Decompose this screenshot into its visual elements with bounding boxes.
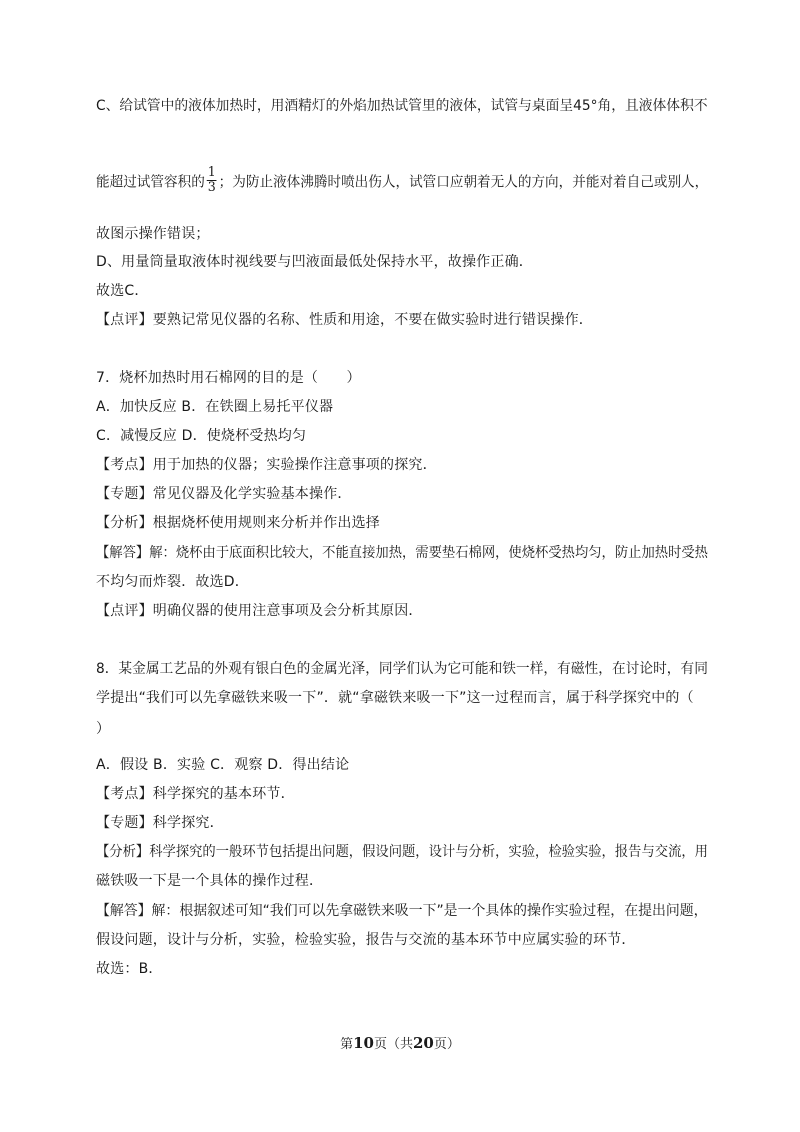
fraction-denominator: 3 <box>207 180 216 195</box>
q8-fenxi-line2: 磁铁吸一下是一个具体的操作过程． <box>96 873 324 889</box>
q7-options-cd: C．减慢反应 D．使烧杯受热均匀 <box>96 428 307 444</box>
footer-prefix: 第 <box>340 1037 354 1052</box>
q8-zhuanti: 【专题】科学探究． <box>96 815 224 831</box>
q7-jieda-line1: 【解答】解：烧杯由于底面积比较大，不能直接加热，需要垫石棉网，使烧杯受热均匀，防止加热时受热 <box>96 545 708 561</box>
q6-option-c-line3: 故图示操作错误； <box>96 226 210 242</box>
footer-mid: 页（共 <box>373 1037 413 1052</box>
q8-jieda-line2: 假设问题，设计与分析，实验，检验实验，报告与交流的基本环节中应属实验的环节． <box>96 932 636 948</box>
page-footer <box>0 1033 800 1055</box>
q6-option-c-line2-text-a: 能超过试管容积的 <box>96 174 205 191</box>
q8-stem-line2: 学提出“我们可以先拿磁铁来吸一下”．就“拿磁铁来吸一下”这一过程而言，属于科学探究中的（ <box>96 690 694 706</box>
q8-jieda-line1: 【解答】解：根据叙述可知“我们可以先拿磁铁来吸一下”是一个具体的操作实验过程，在提出问题， <box>96 903 708 919</box>
fraction-one-third <box>207 166 217 195</box>
q6-option-d: D、用量筒量取液体时视线要与凹液面最低处保持水平，故操作正确． <box>96 254 533 270</box>
footer-total-pages: 20 <box>413 1034 434 1052</box>
q6-option-c-line2 <box>96 165 709 197</box>
q7-zhuanti: 【专题】常见仪器及化学实验基本操作． <box>96 486 352 502</box>
q7-options-ab: A．加快反应 B．在铁圈上易托平仪器 <box>96 399 334 415</box>
q8-stem-line1: 8．某金属工艺品的外观有银白色的金属光泽，同学们认为它可能和铁一样，有磁性，在讨论时，有同 <box>96 661 708 677</box>
q8-options: A．假设 B．实验 C．观察 D．得出结论 <box>96 757 350 773</box>
q6-answer: 故选C． <box>96 283 149 299</box>
q8-fenxi-line1: 【分析】科学探究的一般环节包括提出问题，假设问题，设计与分析，实验，检验实验，报告与交流，用 <box>96 844 708 860</box>
fraction-numerator: 1 <box>207 165 216 180</box>
q8-kaodian: 【考点】科学探究的基本环节． <box>96 786 295 802</box>
q7-jieda-line2: 不均匀而炸裂．故选D． <box>96 574 249 590</box>
footer-suffix: 页） <box>433 1037 460 1052</box>
q7-dianping: 【点评】明确仪器的使用注意事项及会分析其原因． <box>96 603 423 619</box>
q6-option-c-line1: C、给试管中的液体加热时，用酒精灯的外焰加热试管里的液体，试管与桌面呈45°角，且液体体积不 <box>96 98 708 114</box>
q6-comment: 【点评】要熟记常见仪器的名称、性质和用途，不要在做实验时进行错误操作． <box>96 312 593 328</box>
q8-answer: 故选：B． <box>96 961 163 977</box>
q8-stem-line3: ） <box>96 721 111 737</box>
q6-option-c-line2-text-b: ；为防止液体沸腾时喷出伤人，试管口应朝着无人的方向，并能对着自己或别人， <box>218 174 709 191</box>
q7-kaodian: 【考点】用于加热的仪器；实验操作注意事项的探究． <box>96 457 437 473</box>
q7-fenxi: 【分析】根据烧杯使用规则来分析并作出选择 <box>96 515 380 531</box>
footer-page-number: 10 <box>353 1034 374 1052</box>
q7-stem: 7．烧杯加热时用石棉网的目的是（ ） <box>96 370 361 386</box>
